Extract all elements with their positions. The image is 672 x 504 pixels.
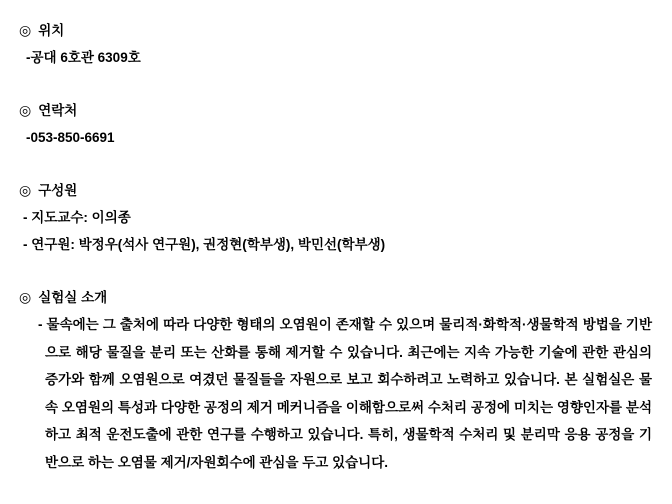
section-heading-location [19, 17, 652, 44]
double-circle-bullet-icon: ◎ [19, 102, 32, 118]
section-title-lab-intro: 실험실 소개 [38, 290, 108, 305]
section-heading-lab-intro [19, 284, 652, 311]
section-lab-intro [19, 284, 652, 476]
section-heading-members [19, 177, 652, 204]
researchers-line: - 연구원: 박정우(석사 연구원), 권정현(학부생), 박민선(학부생) [23, 237, 386, 252]
section-heading-contact [19, 97, 652, 124]
advisor-line: - 지도교수: 이의종 [23, 210, 131, 225]
section-title-contact: 연락처 [38, 103, 78, 118]
double-circle-bullet-icon: ◎ [19, 22, 32, 38]
section-contact [19, 97, 652, 151]
double-circle-bullet-icon: ◎ [19, 182, 32, 198]
section-members [19, 177, 652, 258]
location-value: -공대 6호관 6309호 [26, 50, 141, 65]
double-circle-bullet-icon: ◎ [19, 289, 32, 305]
section-title-location: 위치 [38, 23, 65, 38]
lab-intro-paragraph: - 물속에는 그 출처에 따라 다양한 형태의 오염원이 존재할 수 있으며 물리적·화학적·생물학적 방법을 기반으로 해당 물질을 분리 또는 산화를 통해 제거할 수 있습니다. 최근에는 지속 가능한 기술에 관한 관심의 증가와 함께 오염원으로 여겼던 물질들을 자원으로 보고 회수하려고 노력하고 있습니다. 본 실험실은 물속 오염원의 특성과 다양한 공정의 제거 메커니즘을 이해함으로써 수처리 공정에 미치는 영향인자를 분석하고 최적 운전도출에 관한 연구를 수행하고 있습니다. 특히, 생물학적 수처리 및 분리막 응용 공정을 기반으로 하는 오염물 제거/자원회수에 관심을 두고 있습니다. [38, 317, 652, 470]
phone-number-value: -053-850-6691 [26, 130, 115, 145]
section-location [19, 17, 652, 71]
section-title-members: 구성원 [38, 183, 78, 198]
